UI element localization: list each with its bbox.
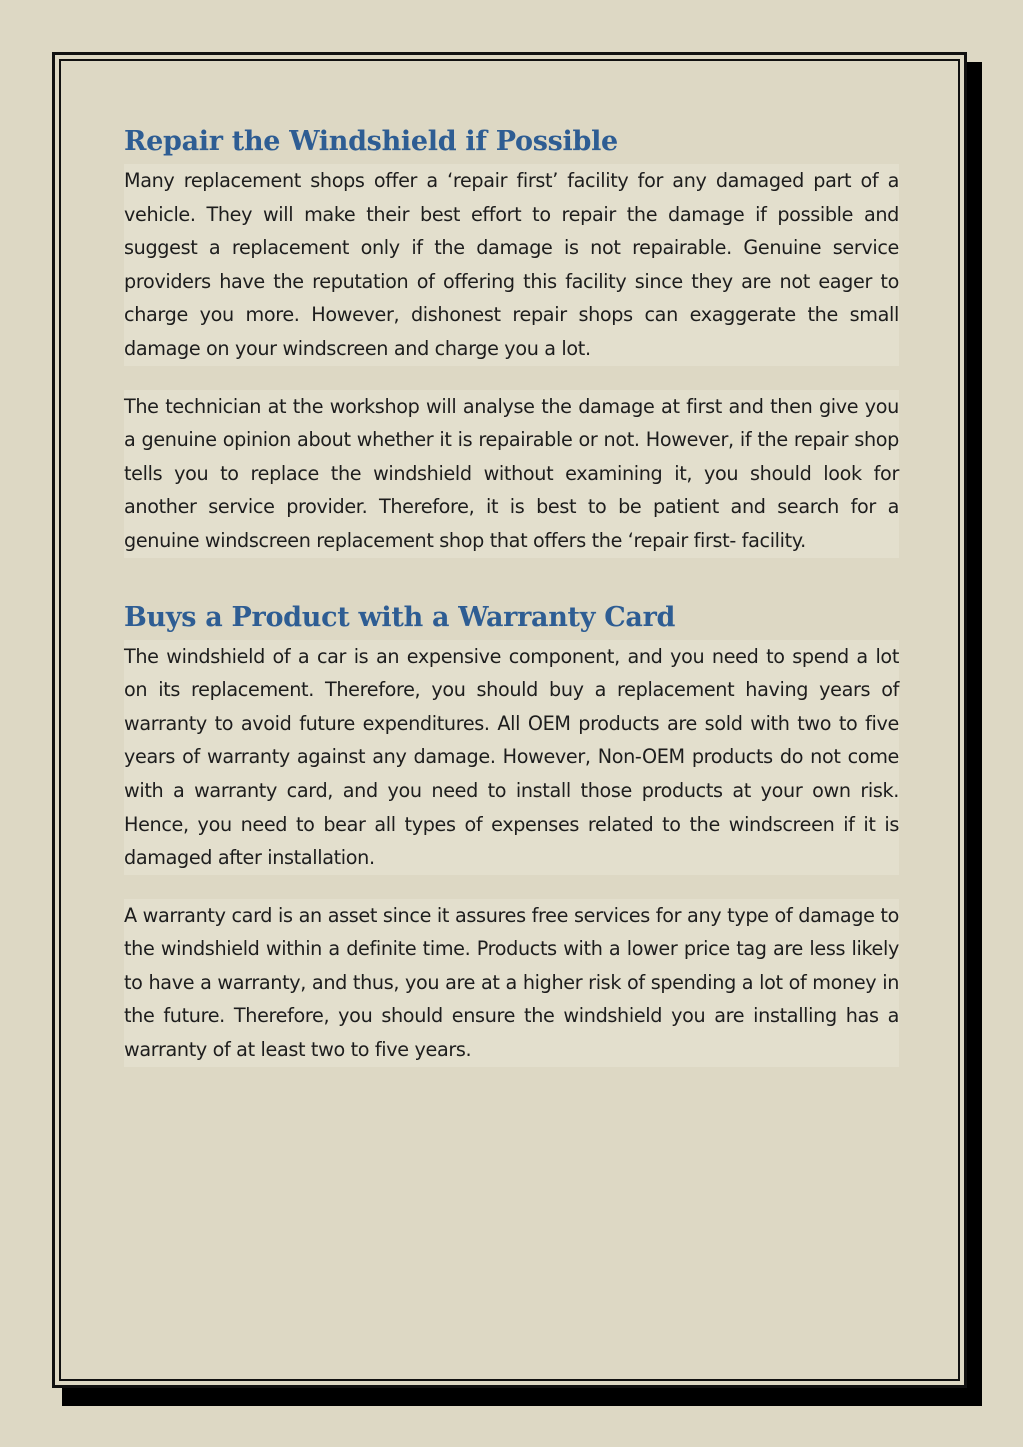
paragraph-warranty-1: The windshield of a car is an expensive component, and you need to spend a lot on its replacement. Therefore, you should buy a replacement having years of warranty to avoid future expenditures. All OEM products are sold with two to five years of warranty against any damage. However, Non-OEM products do not come with a warranty card, and you need to install those products at your own risk. Hence, you need to bear all types of expenses related to the windscreen if it is damaged after installation. xyxy=(124,640,899,875)
section-heading-repair: Repair the Windshield if Possible xyxy=(124,126,618,157)
paragraph-repair-1: Many replacement shops offer a ‘repair first’ facility for any damaged part of a vehicle. They will make their best effort to repair the damage if possible and suggest a replacement only if the damage is not repairable. Genuine service providers have the reputation of offering this facility since they are not eager to charge you more. However, dishonest repair shops can exaggerate the small damage on your windscreen and charge you a lot. xyxy=(124,164,899,366)
paragraph-repair-2: The technician at the workshop will analyse the damage at first and then give you a genuine opinion about whether it is repairable or not. However, if the repair shop tells you to replace the windshield without examining it, you should look for another service provider. Therefore, it is best to be patient and search for a genuine windscreen replacement shop that offers the ‘repair first- facility. xyxy=(124,390,899,558)
paragraph-warranty-2: A warranty card is an asset since it assures free services for any type of damage to the windshield within a definite time. Products with a lower price tag are less likely to have a warranty, and thus, you are at a higher risk of spending a lot of money in the future. Therefore, you should ensure the windshield you are installing has a warranty of at least two to five years. xyxy=(124,899,899,1067)
document-body xyxy=(124,120,899,1067)
section-heading-warranty: Buys a Product with a Warranty Card xyxy=(124,601,676,633)
